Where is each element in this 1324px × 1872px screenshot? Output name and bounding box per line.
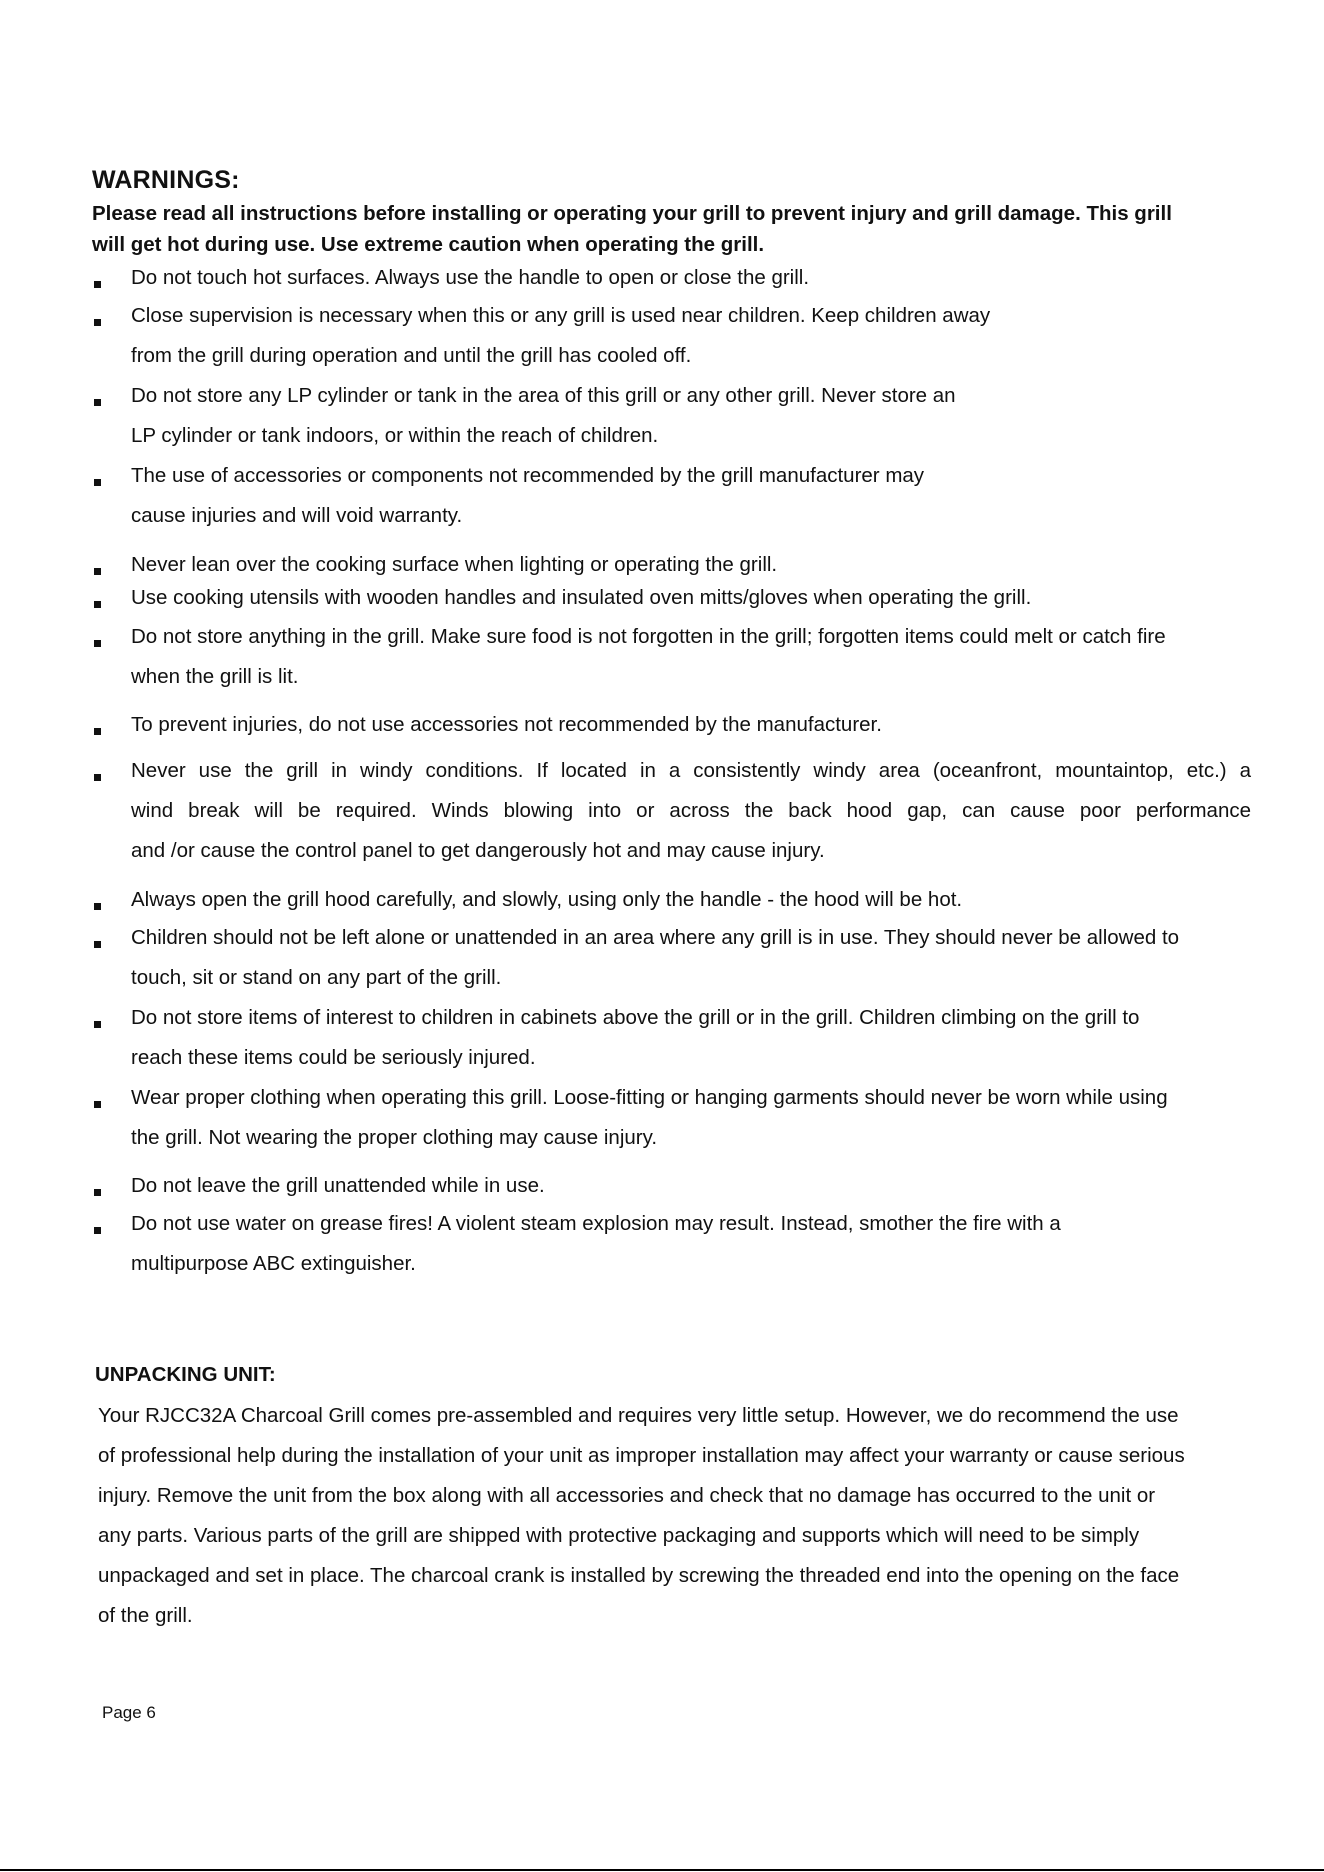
warning-line: when the grill is lit.: [131, 665, 299, 688]
unpacking-line: Your RJCC32A Charcoal Grill comes pre-assembled and requires very little setup. However, we do recommend the use: [98, 1404, 1179, 1427]
warning-text: [131, 1204, 1251, 1284]
warning-line: Do not touch hot surfaces. Always use the handle to open or close the grill.: [131, 266, 810, 289]
warning-line: Do not leave the grill unattended while in use.: [131, 1174, 545, 1197]
bullet-icon: [94, 640, 101, 647]
warning-line: Close supervision is necessary when this or any grill is used near children. Keep children away: [131, 304, 991, 327]
bullet-icon: [94, 903, 101, 910]
warning-line: To prevent injuries, do not use accessories not recommended by the manufacturer.: [131, 713, 882, 736]
warning-line: reach these items could be seriously injured.: [131, 1046, 536, 1069]
unpacking-line: of professional help during the installation of your unit as improper installation may affect your warranty or cause serious: [98, 1444, 1185, 1467]
warning-line: from the grill during operation and until the grill has cooled off.: [131, 344, 692, 367]
bullet-icon: [94, 1101, 101, 1108]
warning-text: [131, 705, 1251, 745]
bullet-icon: [94, 774, 101, 781]
warning-line: Use cooking utensils with wooden handles and insulated oven mitts/gloves when operating the grill.: [131, 586, 1032, 609]
bullet-icon: [94, 399, 101, 406]
unpacking-heading: UNPACKING UNIT:: [95, 1363, 276, 1386]
bullet-icon: [94, 479, 101, 486]
bullet-icon: [94, 1227, 101, 1234]
warning-text: [131, 751, 1251, 871]
warning-text: [131, 456, 1251, 536]
warning-line: wind break will be required. Winds blowing into or across the back hood gap, can cause poor performance: [131, 799, 1251, 822]
bullet-icon: [94, 601, 101, 608]
bullet-icon: [94, 281, 101, 288]
warning-line: The use of accessories or components not recommended by the grill manufacturer may: [131, 464, 925, 487]
warning-line: Do not store items of interest to children in cabinets above the grill or in the grill. Children climbing on the grill to: [131, 1006, 1140, 1029]
unpacking-body: [98, 1396, 1258, 1636]
warning-line: Do not store anything in the grill. Make sure food is not forgotten in the grill; forgotten items could melt or catch fire: [131, 625, 1166, 648]
warning-line: multipurpose ABC extinguisher.: [131, 1252, 416, 1275]
warning-line: Do not use water on grease fires! A violent steam explosion may result. Instead, smother the fire with a: [131, 1212, 1061, 1235]
warning-line: Never use the grill in windy conditions. If located in a consistently windy area (oceanfront, mountaintop, etc.) a: [131, 759, 1251, 782]
warning-line: Always open the grill hood carefully, and slowly, using only the handle - the hood will be hot.: [131, 888, 963, 911]
page-number: Page 6: [102, 1703, 156, 1722]
warnings-heading: WARNINGS:: [92, 166, 240, 194]
warning-text: [131, 1166, 1251, 1206]
warning-text: [131, 578, 1251, 618]
warning-line: cause injuries and will void warranty.: [131, 504, 463, 527]
warning-line: touch, sit or stand on any part of the grill.: [131, 966, 502, 989]
bullet-icon: [94, 1021, 101, 1028]
warning-text: [131, 998, 1251, 1078]
bullet-icon: [94, 1189, 101, 1196]
warning-line: Children should not be left alone or unattended in an area where any grill is in use. They should never be allowed to: [131, 926, 1180, 949]
warning-text: [131, 296, 1251, 376]
warning-line: and /or cause the control panel to get dangerously hot and may cause injury.: [131, 839, 825, 862]
warning-text: [131, 258, 1251, 298]
warning-line: Wear proper clothing when operating this grill. Loose-fitting or hanging garments should never be worn while using: [131, 1086, 1168, 1109]
warning-text: [131, 376, 1251, 456]
warning-text: [131, 617, 1251, 697]
bullet-icon: [94, 568, 101, 575]
bullet-icon: [94, 319, 101, 326]
bullet-icon: [94, 941, 101, 948]
warning-text: [131, 918, 1251, 998]
unpacking-line: unpackaged and set in place. The charcoal crank is installed by screwing the threaded end into the opening on the face: [98, 1564, 1180, 1587]
page-bottom-rule: [0, 1869, 1324, 1871]
warnings-intro-line: Please read all instructions before installing or operating your grill to prevent injury and grill damage. This grill: [92, 202, 1172, 225]
warning-text: [131, 880, 1251, 920]
bullet-icon: [94, 728, 101, 735]
warning-line: LP cylinder or tank indoors, or within the reach of children.: [131, 424, 659, 447]
warning-line: Do not store any LP cylinder or tank in the area of this grill or any other grill. Never store an: [131, 384, 956, 407]
unpacking-line: injury. Remove the unit from the box along with all accessories and check that no damage has occurred to the unit or: [98, 1484, 1156, 1507]
warnings-intro-line: will get hot during use. Use extreme caution when operating the grill.: [92, 233, 765, 256]
warning-text: [131, 1078, 1251, 1158]
unpacking-line: of the grill.: [98, 1604, 193, 1627]
warning-line: the grill. Not wearing the proper clothing may cause injury.: [131, 1126, 658, 1149]
unpacking-line: any parts. Various parts of the grill are shipped with protective packaging and supports which will need to be simply: [98, 1524, 1140, 1547]
warning-line: Never lean over the cooking surface when lighting or operating the grill.: [131, 553, 778, 576]
